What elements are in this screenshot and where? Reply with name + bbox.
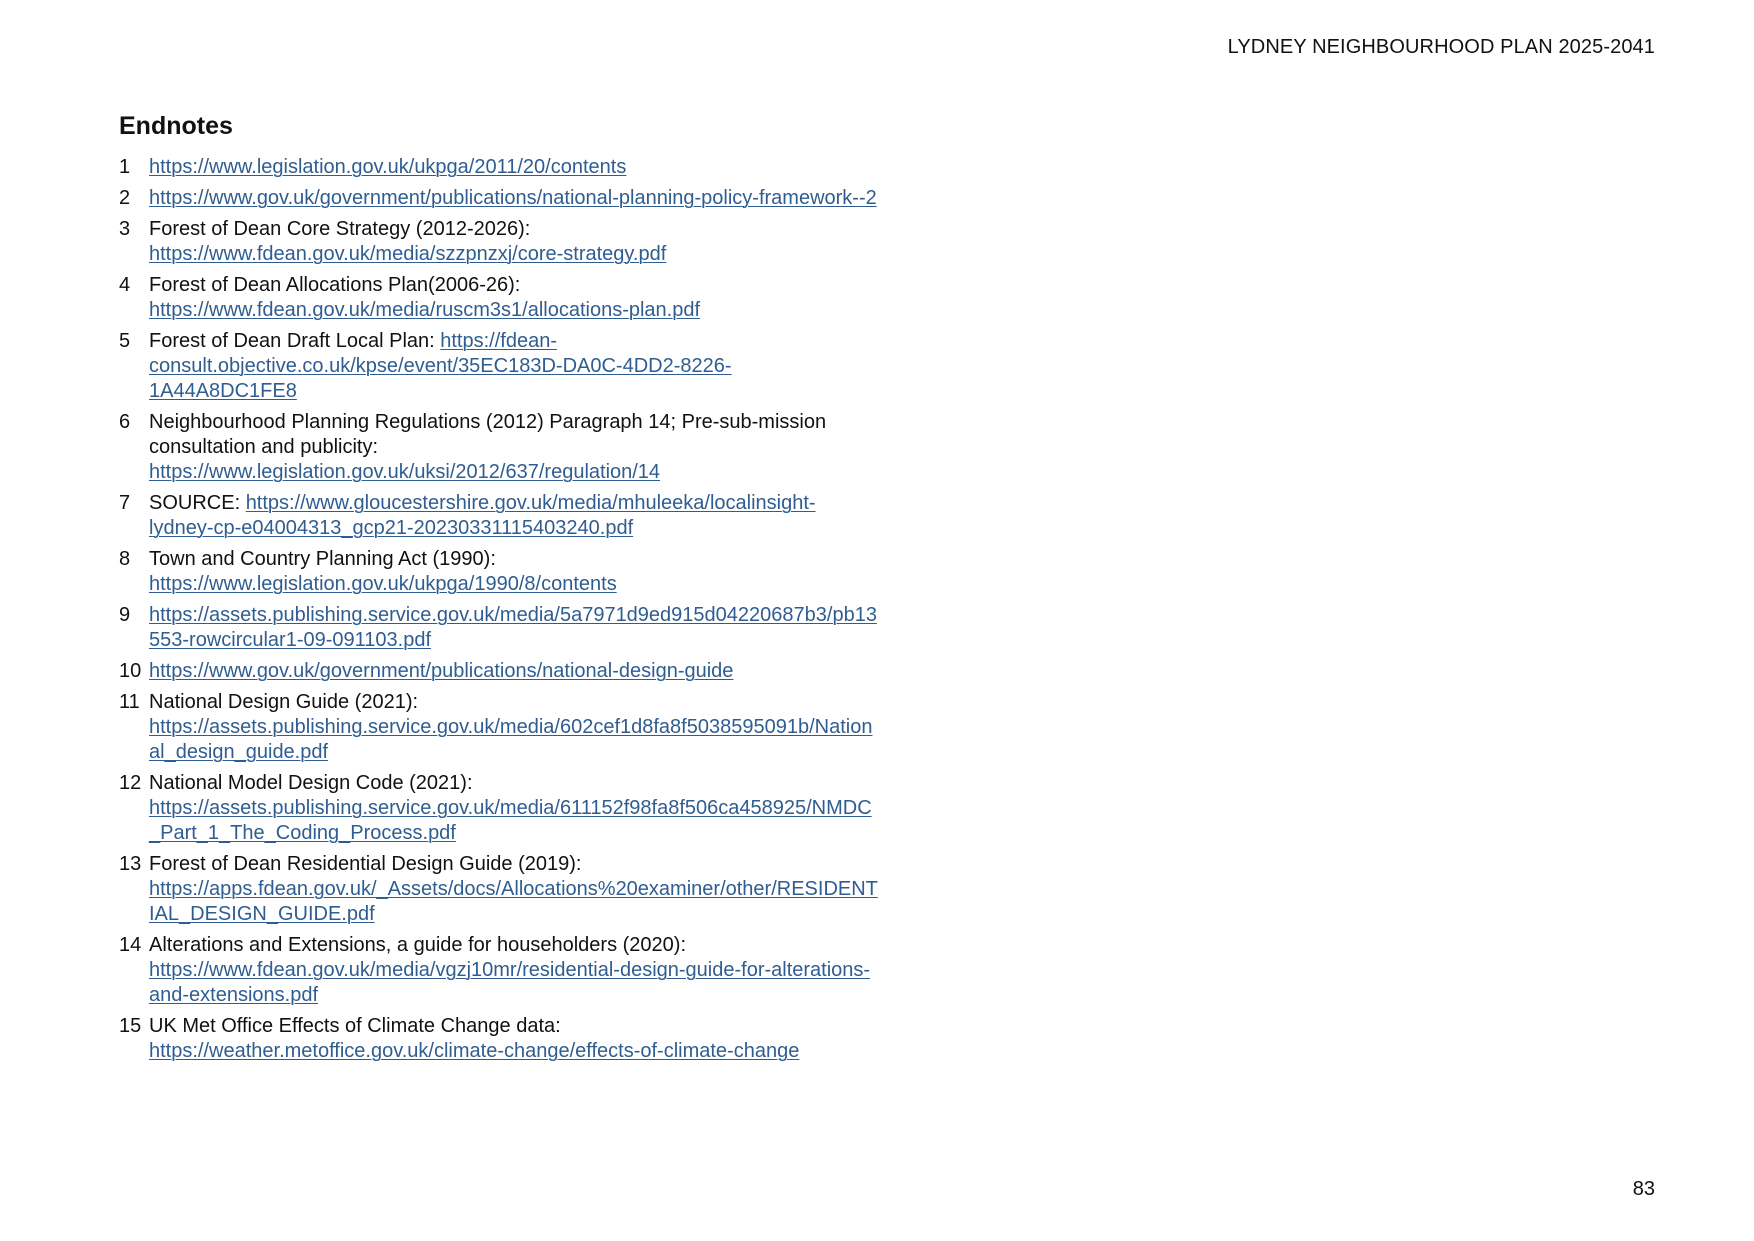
endnote-number: 12 [119,772,142,794]
endnote-number: 2 [119,187,131,209]
endnote-12 [119,771,879,846]
endnote-link[interactable]: https://www.fdean.gov.uk/media/szzpnzxj/core-strategy.pdf [149,243,667,265]
endnote-number: 8 [119,548,131,570]
endnote-text: Neighbourhood Planning Regulations (2012) Paragraph 14; Pre-sub-mission consultation and publicity: [149,411,827,458]
endnote-link[interactable]: https://www.gov.uk/government/publications/national-design-guide [149,660,734,682]
endnotes-list [119,155,879,1070]
endnote-number: 14 [119,934,142,956]
endnote-number: 1 [119,156,131,178]
endnotes-heading: Endnotes [119,112,233,140]
endnote-9 [119,603,879,653]
endnote-text: Alterations and Extensions, a guide for householders (2020): [149,934,687,956]
endnote-text: Town and Country Planning Act (1990): [149,548,496,570]
endnote-link[interactable]: https://www.gloucestershire.gov.uk/media/mhuleeka/localinsight-lydney-cp-e04004313_gcp21-20230331115403240.pdf [149,492,816,539]
endnote-5 [119,329,879,404]
endnote-link[interactable]: https://apps.fdean.gov.uk/_Assets/docs/Allocations%20examiner/other/RESIDENTIAL_DESIGN_GUIDE.pdf [149,878,878,925]
endnote-text: Forest of Dean Draft Local Plan: [149,330,441,352]
endnote-14 [119,933,879,1008]
endnote-number: 6 [119,411,131,433]
endnote-text: National Model Design Code (2021): [149,772,473,794]
endnote-10 [119,659,879,684]
endnote-2 [119,186,879,211]
endnote-link[interactable]: https://assets.publishing.service.gov.uk/media/602cef1d8fa8f5038595091b/National_design_guide.pdf [149,716,873,763]
endnote-number: 4 [119,274,131,296]
endnote-link[interactable]: https://www.legislation.gov.uk/uksi/2012/637/regulation/14 [149,461,661,483]
endnote-1 [119,155,879,180]
endnote-4 [119,273,879,323]
endnote-15 [119,1014,879,1064]
running-header: LYDNEY NEIGHBOURHOOD PLAN 2025-2041 [1227,36,1655,58]
endnote-number: 13 [119,853,142,875]
endnote-link[interactable]: https://assets.publishing.service.gov.uk/media/5a7971d9ed915d04220687b3/pb13553-rowcircular1-09-091103.pdf [149,604,877,651]
endnote-link[interactable]: https://www.legislation.gov.uk/ukpga/2011/20/contents [149,156,627,178]
endnote-number: 3 [119,218,131,240]
endnote-text: National Design Guide (2021): [149,691,419,713]
endnote-number: 11 [119,691,140,713]
endnote-number: 9 [119,604,131,626]
endnote-13 [119,852,879,927]
endnote-link[interactable]: https://weather.metoffice.gov.uk/climate-change/effects-of-climate-change [149,1040,800,1062]
endnote-11 [119,690,879,765]
endnote-number: 10 [119,660,142,682]
endnote-7 [119,491,879,541]
endnote-number: 7 [119,492,131,514]
endnote-link[interactable]: https://www.fdean.gov.uk/media/ruscm3s1/allocations-plan.pdf [149,299,701,321]
page-number: 83 [1632,1178,1655,1200]
endnote-link[interactable]: https://fdean-consult.objective.co.uk/kpse/event/35EC183D-DA0C-4DD2-8226-1A44A8DC1FE8 [149,330,732,402]
endnote-text: Forest of Dean Core Strategy (2012-2026): [149,218,531,240]
endnote-text: SOURCE: [149,492,246,514]
endnote-link[interactable]: https://www.legislation.gov.uk/ukpga/1990/8/contents [149,573,617,595]
endnote-link[interactable]: https://www.gov.uk/government/publications/national-planning-policy-framework--2 [149,187,877,209]
endnote-3 [119,217,879,267]
endnote-link[interactable]: https://assets.publishing.service.gov.uk/media/611152f98fa8f506ca458925/NMDC_Part_1_The_Coding_Process.pdf [149,797,872,844]
endnote-text: Forest of Dean Residential Design Guide (2019): [149,853,582,875]
endnote-number: 15 [119,1015,142,1037]
endnote-text: Forest of Dean Allocations Plan(2006-26): [149,274,521,296]
endnote-text: UK Met Office Effects of Climate Change data: [149,1015,561,1037]
endnote-6 [119,410,879,485]
endnote-link[interactable]: https://www.fdean.gov.uk/media/vgzj10mr/residential-design-guide-for-alterations-and-extensions.pdf [149,959,871,1006]
endnote-number: 5 [119,330,131,352]
endnote-8 [119,547,879,597]
